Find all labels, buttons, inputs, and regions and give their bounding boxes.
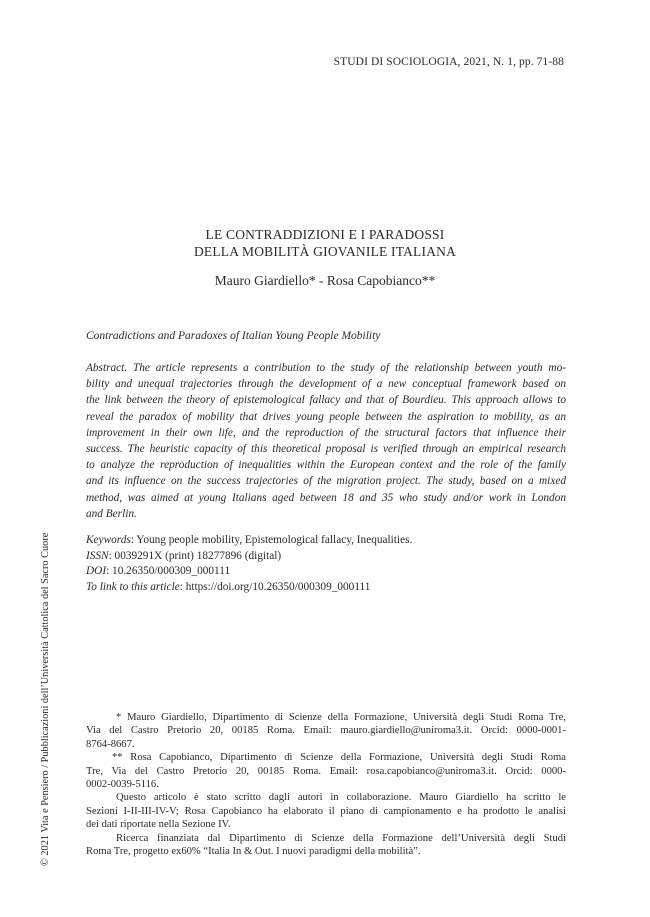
abstract-line: to analyze the reproduction of inequalities within the European context and the role of the family <box>86 459 566 472</box>
footnote-line: Ricerca finanziata dal Dipartimento di Scienze della Formazione dell’Università degli Studi <box>116 832 566 844</box>
footnote-line: Questo articolo è stato scritto dagli autori in collaborazione. Mauro Giardiello ha scritto le <box>116 792 566 804</box>
abstract-line: reveal the paradox of mobility that drives young people between the aspiration to mobility, as an <box>86 410 566 423</box>
article-link-row[interactable] <box>86 580 566 596</box>
keywords-row <box>86 533 566 549</box>
running-head: STUDI DI SOCIOLOGIA, 2021, N. 1, pp. 71-88 <box>333 56 564 68</box>
copyright-sidebar: © 2021 Vita e Pensiero / Pubblicazioni dell’Università Cattolica del Sacro Cuore <box>40 532 51 866</box>
article-link[interactable]: : https://doi.org/10.26350/000309_000111 <box>179 580 371 593</box>
abstract-line: and its influence on the success trajectories of the migration project. The study, based on a mixed <box>86 475 566 488</box>
keywords-value: : Young people mobility, Epistemological fallacy, Inequalities. <box>130 534 413 546</box>
abstract-line: method, was aimed at young Italians aged between 18 and 35 who study and/or work in London <box>86 491 566 504</box>
footnote-line: 8764-8667. <box>86 738 135 750</box>
article-metadata <box>86 533 566 595</box>
footnote-line: Roma Tre, progetto ex60% “Italia In & Out. I nuovi paradigmi della mobilità”. <box>86 846 421 858</box>
footnote-line: dei dati riportate nella Sezione IV. <box>86 819 231 831</box>
authors: Mauro Giardiello* - Rosa Capobianco** <box>214 273 436 288</box>
doi-value: : 10.26350/000309_000111 <box>106 565 231 577</box>
abstract-line: improvement in their own life, and the reproduction of the structural factors that influence their <box>86 426 566 439</box>
abstract-line: and Berlin. <box>86 507 137 520</box>
footnote-line: Tre, Via del Castro Pretorio 20, 00185 Roma. Email: rosa.capobianco@uniroma3.it. Orcid: 0000- <box>86 765 566 777</box>
english-title: Contradictions and Paradoxes of Italian Young People Mobility <box>86 330 381 342</box>
title-line: DELLA MOBILITÀ GIOVANILE ITALIANA <box>193 244 457 259</box>
keywords-label: Keywords <box>86 534 131 546</box>
abstract-line: the link between the theory of epistemological fallacy and that of Bourdieu. This approach allows to <box>86 394 566 407</box>
footnote-line: Via del Castro Pretorio 20, 00185 Roma. Email: mauro.giardiello@uniroma3.it. Orcid: 0000-0001- <box>86 725 566 737</box>
article-link-label: To link to this article <box>86 580 180 593</box>
abstract-line: Abstract. The article represents a contribution to the study of the relationship between youth mo- <box>86 362 566 374</box>
doi-row <box>86 564 566 580</box>
doi-label: DOI <box>86 565 107 577</box>
footnote-line: 0002-0039-5116. <box>86 779 159 791</box>
footnote-line: ** Rosa Capobianco, Dipartimento di Scienze della Formazione, Università degli Studi Roma <box>112 752 566 764</box>
article-title <box>0 226 650 260</box>
abstract <box>86 360 566 522</box>
title-line: LE CONTRADDIZIONI E I PARADOSSI <box>205 227 445 242</box>
abstract-line: bility and unequal trajectories through the development of a new conceptual framework based on <box>86 378 566 391</box>
issn-value: : 0039291X (print) 18277896 (digital) <box>108 549 282 562</box>
footnote-line: Sezioni I-II-III-IV-V; Rosa Capobianco ha elaborato il piano di campionamento e ha prodotto le analisi <box>86 805 566 817</box>
abstract-line: success. The heuristic capacity of this theoretical proposal is verified through an empirical research <box>86 443 566 456</box>
footnote-line: * Mauro Giardiello, Dipartimento di Scienze della Formazione, Università degli Studi Roma Tre, <box>116 712 566 723</box>
issn-row <box>86 549 566 565</box>
footnotes <box>86 711 566 858</box>
issn-label: ISSN <box>86 549 109 562</box>
